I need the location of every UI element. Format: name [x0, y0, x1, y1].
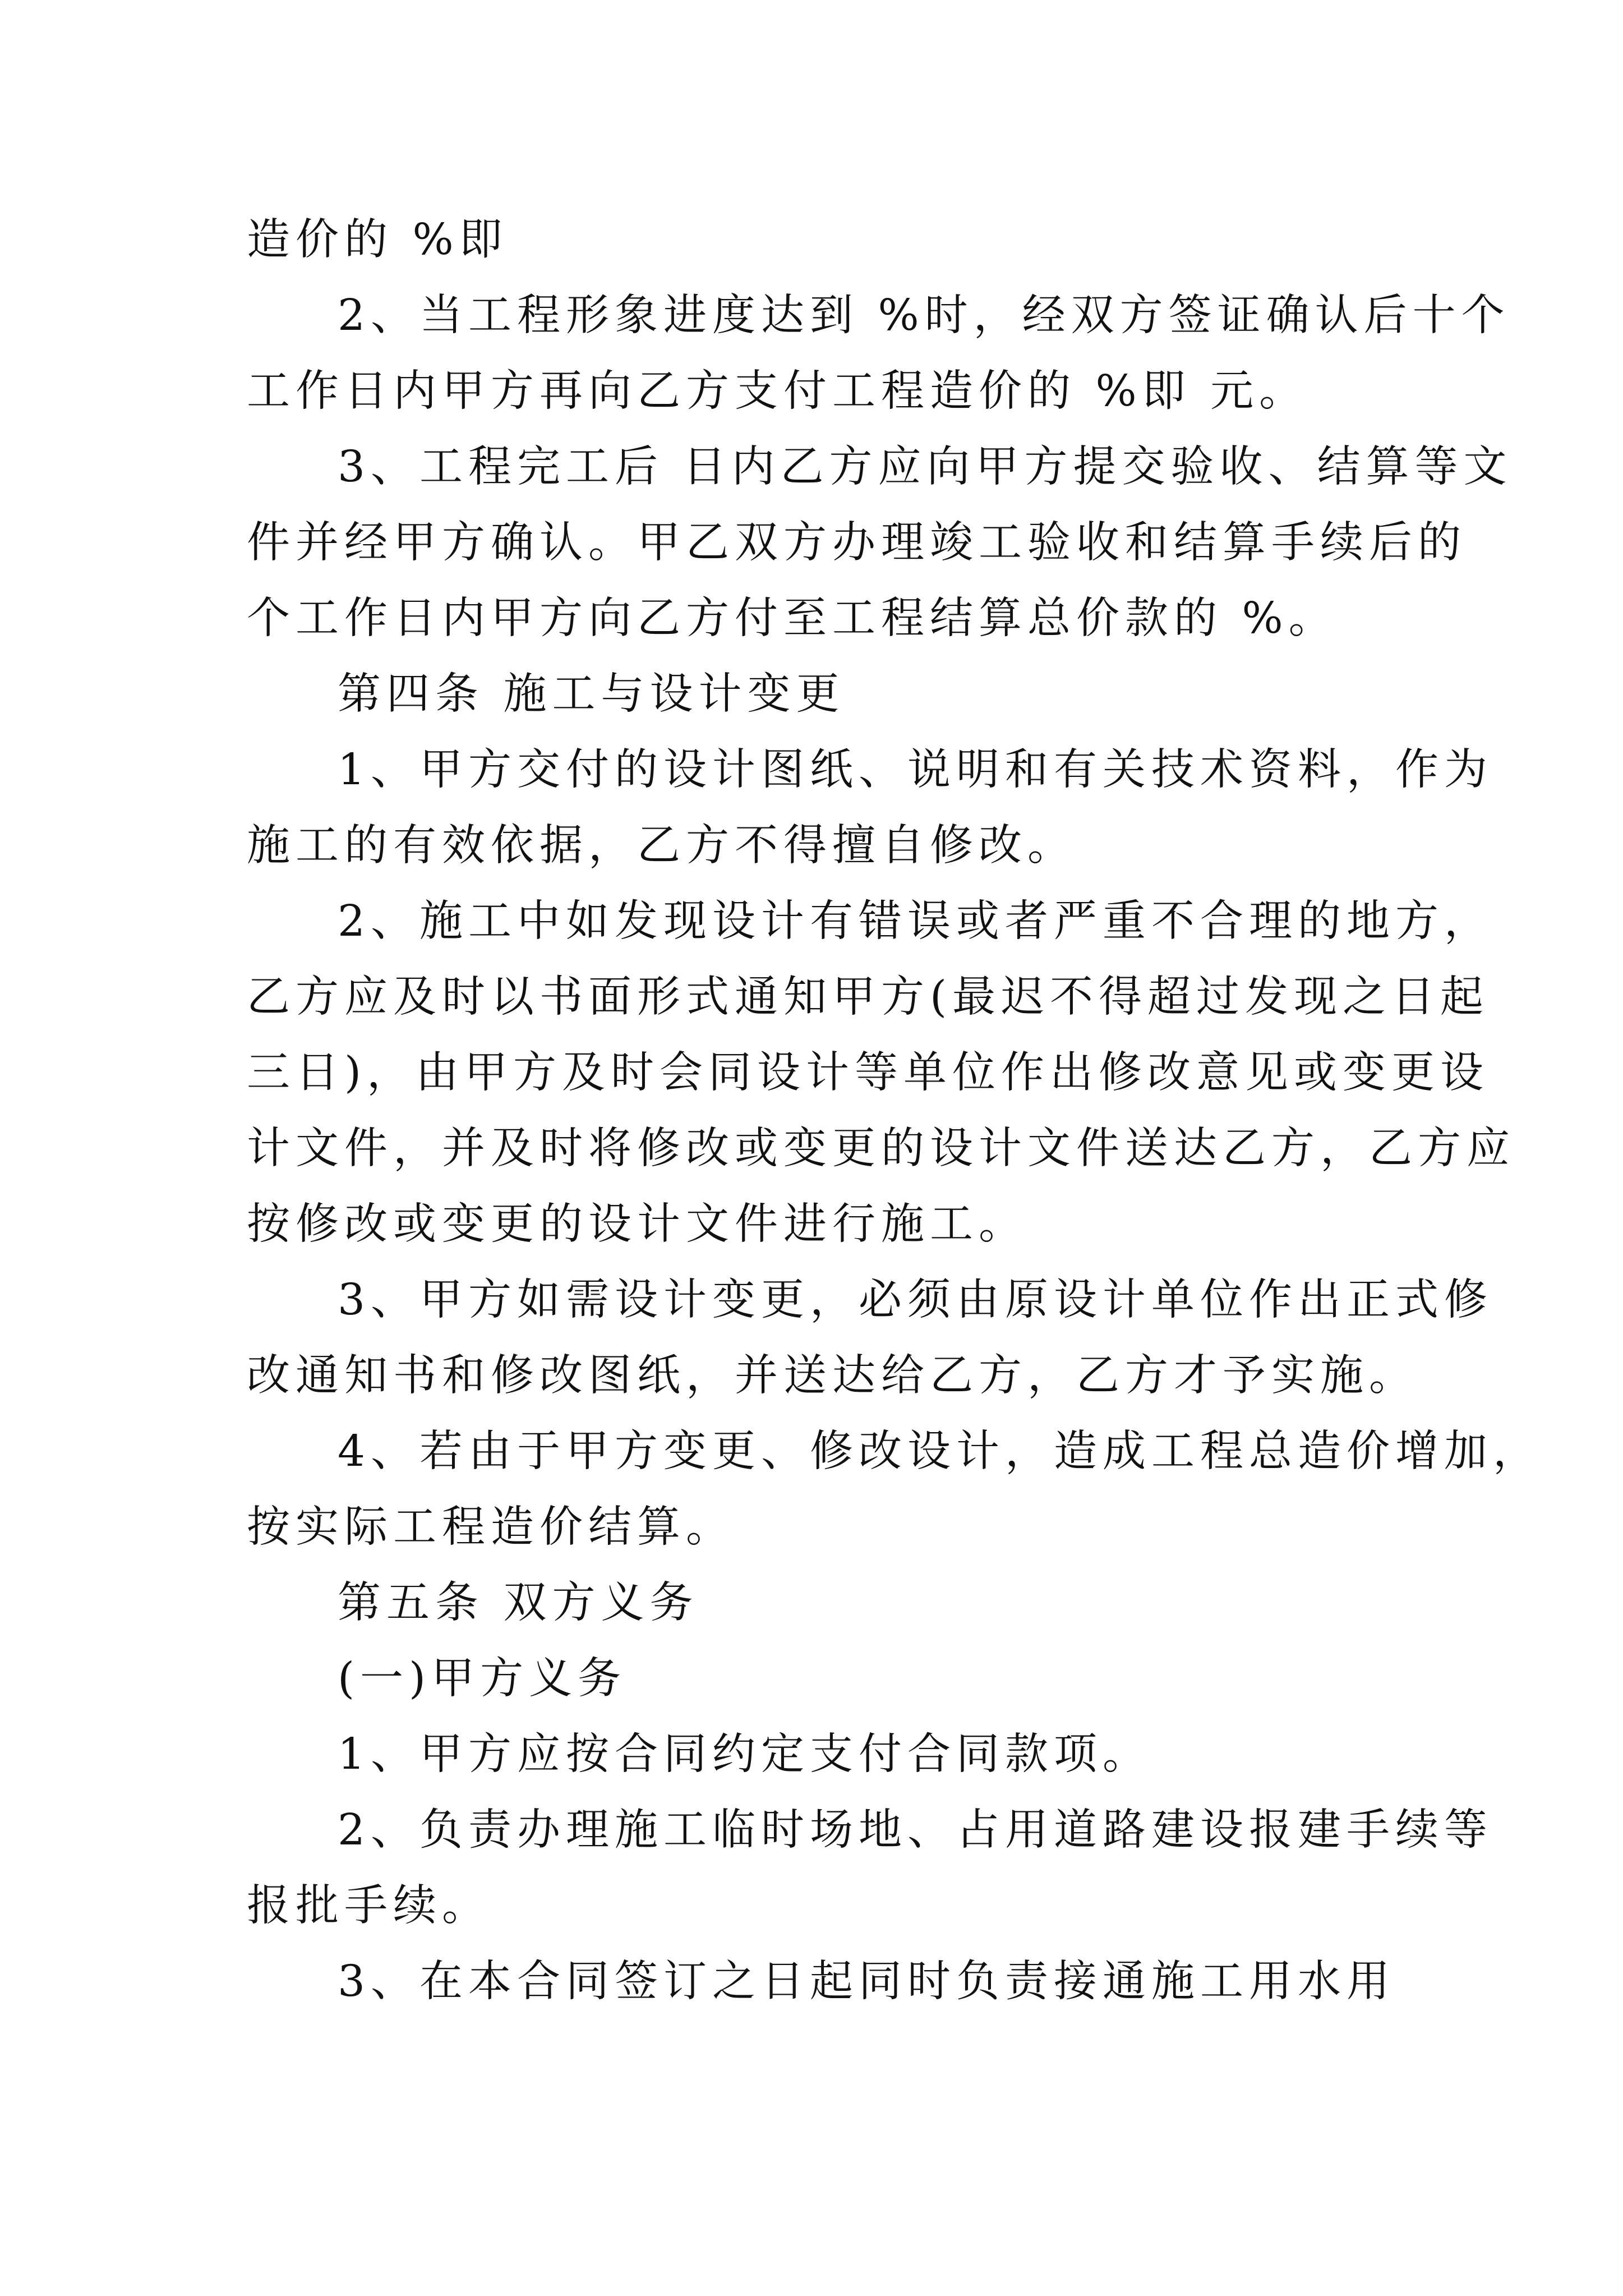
- paragraph-line: 按实际工程造价结算。: [247, 1502, 735, 1552]
- paragraph-line: 工作日内甲方再向乙方支付工程造价的 %即 元。: [247, 366, 1308, 416]
- paragraph-line: 1、甲方交付的设计图纸、说明和有关技术资料，作为: [338, 745, 1493, 795]
- subsection-heading: (一)甲方义务: [338, 1654, 627, 1704]
- section-heading: 第四条 施工与设计变更: [338, 669, 845, 719]
- paragraph-line: 改通知书和修改图纸，并送达给乙方，乙方才予实施。: [247, 1351, 1418, 1401]
- paragraph-line: 1、甲方应按合同约定支付合同款项。: [338, 1729, 1151, 1779]
- paragraph-line: 造价的 %即: [247, 215, 508, 265]
- paragraph-line: 件并经甲方确认。甲乙双方办理竣工验收和结算手续后的: [247, 518, 1467, 568]
- paragraph-line: 3、甲方如需设计变更，必须由原设计单位作出正式修: [338, 1275, 1493, 1325]
- paragraph-line: 4、若由于甲方变更、修改设计，造成工程总造价增加，: [338, 1427, 1542, 1476]
- paragraph-line: 2、负责办理施工临时场地、占用道路建设报建手续等: [338, 1805, 1493, 1855]
- paragraph-line: 施工的有效依据，乙方不得擅自修改。: [247, 821, 1076, 871]
- paragraph-line: 计文件，并及时将修改或变更的设计文件送达乙方，乙方应: [247, 1124, 1515, 1174]
- paragraph-line: 三日)，由甲方及时会同设计等单位作出修改意见或变更设: [247, 1048, 1490, 1098]
- paragraph-line: 报批手续。: [247, 1881, 491, 1931]
- paragraph-line: 个工作日内甲方向乙方付至工程结算总价款的 %。: [247, 593, 1338, 643]
- paragraph-line: 2、施工中如发现设计有错误或者严重不合理的地方，: [338, 896, 1493, 946]
- paragraph-line: 2、当工程形象进度达到 %时，经双方签证确认后十个: [338, 291, 1510, 341]
- paragraph-line: 3、在本合同签订之日起同时负责接通施工用水用: [338, 1957, 1395, 2007]
- paragraph-line: 按修改或变更的设计文件进行施工。: [247, 1199, 1027, 1249]
- section-heading: 第五条 双方义务: [338, 1578, 699, 1628]
- paragraph-line: 3、工程完工后 日内乙方应向甲方提交验收、结算等文: [338, 442, 1513, 492]
- paragraph-line: 乙方应及时以书面形式通知甲方(最迟不得超过发现之日起: [247, 972, 1490, 1022]
